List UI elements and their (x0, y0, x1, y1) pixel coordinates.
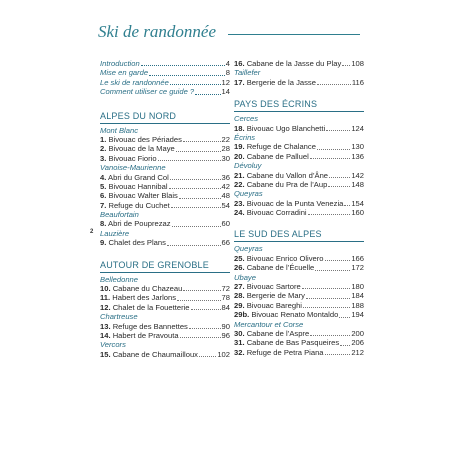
dot-leader (141, 65, 225, 66)
entry-title: Habert des Jarlons (112, 293, 177, 303)
dot-leader (315, 270, 350, 271)
entry-title: Chalet des Plans (108, 238, 166, 248)
toc-entry[interactable] (100, 154, 230, 163)
toc-entry[interactable] (234, 301, 364, 310)
entry-page-number: 8 (225, 68, 230, 78)
entry-number: 12. (100, 302, 111, 312)
toc-entry[interactable] (100, 284, 230, 293)
entry-title: Bivouac Renato Montaldo (251, 310, 339, 320)
entry-number: 22. (234, 179, 245, 189)
toc-entry[interactable] (100, 238, 230, 247)
entry-number: 24. (234, 208, 245, 218)
dot-leader (303, 307, 350, 308)
dot-leader (326, 130, 350, 131)
dot-leader (325, 354, 351, 355)
entry-page-number: 136 (351, 151, 364, 161)
toc-entry[interactable] (100, 182, 230, 191)
entry-page-number: 90 (221, 321, 230, 331)
entry-label (234, 59, 341, 68)
page-number: 2 (90, 229, 94, 235)
entry-title: Refuge des Bannettes (112, 321, 188, 331)
region-subheading: Ubaye (234, 272, 256, 282)
entry-label (234, 329, 309, 338)
entry-label (234, 282, 301, 291)
toc-entry[interactable] (234, 208, 364, 217)
dot-leader (329, 177, 350, 178)
entry-label (100, 68, 148, 77)
dot-leader (308, 214, 351, 215)
entry-page-number: 96 (221, 330, 230, 340)
section-heading: LE SUD DES ALPES (234, 229, 364, 242)
dot-leader (340, 345, 350, 346)
entry-page-number: 14 (221, 87, 230, 97)
dot-leader (149, 75, 225, 76)
toc-entry[interactable] (234, 263, 364, 272)
toc-entry[interactable] (234, 152, 364, 161)
toc-column-left (100, 59, 230, 359)
entry-title: Refuge du Cuchet (108, 200, 170, 210)
entry-page-number: 36 (221, 172, 230, 182)
dot-leader (325, 260, 351, 261)
dot-leader (339, 317, 350, 318)
entry-number: 11. (100, 293, 111, 303)
entry-number: 3. (100, 153, 107, 163)
entry-number: 21. (234, 170, 245, 180)
entry-number: 30. (234, 328, 245, 338)
entry-page-number: 124 (351, 123, 364, 133)
entry-title: Cabane de l’Écuelle (246, 263, 315, 273)
region-subheading: Chartreuse (100, 312, 138, 322)
entry-label (234, 180, 327, 189)
entry-label (234, 310, 338, 319)
entry-page-number: 84 (221, 302, 230, 312)
entry-title: Chalet de la Fouetterie (112, 302, 190, 312)
dot-leader (158, 160, 221, 161)
entry-number: 10. (100, 284, 111, 294)
entry-label (234, 263, 314, 272)
entry-number: 19. (234, 142, 245, 152)
toc-entry[interactable] (100, 303, 230, 312)
entry-title: Cabane de Palluel (246, 151, 309, 161)
entry-page-number: 116 (351, 77, 364, 87)
entry-page-number: 42 (221, 181, 230, 191)
toc-entry[interactable] (234, 254, 364, 263)
section-heading: PAYS DES ÉCRINS (234, 99, 364, 112)
region-subheading: Taillefer (234, 68, 261, 78)
entry-title: Bivouac Bareghi (246, 300, 302, 310)
entry-label (100, 144, 175, 153)
dot-leader (310, 158, 351, 159)
entry-title: Bivouac Sartore (246, 282, 301, 292)
toc-entry[interactable] (234, 329, 364, 338)
entry-title: Cabane de l’Aspre (246, 328, 310, 338)
dot-leader (306, 298, 350, 299)
entry-page-number: 12 (221, 77, 230, 87)
entry-number: 6. (100, 191, 107, 201)
dot-leader (317, 149, 350, 150)
toc-entry[interactable] (100, 201, 230, 210)
entry-label (100, 154, 157, 163)
entry-page-number: 30 (221, 153, 230, 163)
dot-leader (180, 337, 221, 338)
entry-label (234, 338, 339, 347)
entry-page-number: 28 (221, 144, 230, 154)
toc-entry[interactable] (100, 144, 230, 153)
toc-entry[interactable] (100, 135, 230, 144)
entry-label (100, 191, 178, 200)
dot-leader (302, 288, 351, 289)
toc-entry[interactable] (100, 191, 230, 200)
entry-title: Abri de Pouprezaz (108, 219, 171, 229)
entry-page-number: 180 (351, 282, 364, 292)
dot-leader (183, 141, 221, 142)
dot-leader (199, 356, 216, 357)
entry-label (234, 124, 325, 133)
entry-page-number: 78 (221, 293, 230, 303)
entry-label (100, 173, 169, 182)
entry-label (234, 348, 324, 357)
entry-label (234, 301, 302, 310)
entry-title: Cabane du Chazeau (112, 284, 183, 294)
region-subheading: Vercors (100, 340, 126, 350)
entry-label (100, 293, 176, 302)
entry-label (100, 331, 179, 340)
dot-leader (191, 309, 221, 310)
entry-number: 5. (100, 181, 107, 191)
region-subheading: Queyras (234, 189, 263, 199)
toc-entry[interactable] (100, 219, 230, 228)
entry-page-number: 72 (221, 284, 230, 294)
dot-leader (176, 151, 221, 152)
dot-leader (170, 84, 221, 85)
entry-number: 23. (234, 198, 245, 208)
entry-label (234, 291, 305, 300)
dot-leader (169, 188, 221, 189)
entry-title: Le ski de randonnée (100, 77, 169, 87)
entry-number: 18. (234, 123, 245, 133)
entry-title: Bivouac de la Maye (108, 144, 175, 154)
entry-title: Bivouac Fiorio (108, 153, 157, 163)
entry-label (234, 254, 324, 263)
entry-page-number: 206 (351, 338, 364, 348)
toc-entry[interactable] (234, 59, 364, 68)
entry-label (100, 284, 182, 293)
entry-label (100, 322, 188, 331)
entry-page-number: 130 (351, 142, 364, 152)
entry-title: Bergerie de la Jasse (246, 77, 316, 87)
entry-title: Bivouac de la Punta Venezia (246, 198, 344, 208)
toc-entry[interactable] (100, 173, 230, 182)
section-heading: AUTOUR DE GRENOBLE (100, 260, 230, 273)
dot-leader (342, 65, 350, 66)
toc-entry[interactable] (234, 282, 364, 291)
entry-title: Comment utiliser ce guide ? (100, 87, 195, 97)
entry-number: 28. (234, 291, 245, 301)
toc-entry[interactable] (100, 322, 230, 331)
dot-leader (167, 245, 221, 246)
entry-title: Cabane de Bas Pasqueires (246, 338, 340, 348)
toc-entry[interactable] (234, 199, 364, 208)
entry-number: 7. (100, 200, 107, 210)
toc-column-right (234, 59, 364, 357)
entry-number: 17. (234, 77, 245, 87)
entry-number: 31. (234, 338, 245, 348)
toc-entry[interactable] (234, 171, 364, 180)
entry-label (100, 238, 166, 247)
toc-entry[interactable] (234, 78, 364, 87)
entry-page-number: 22 (221, 134, 230, 144)
dot-leader (195, 94, 220, 95)
entry-number: 29. (234, 300, 245, 310)
entry-number: 15. (100, 349, 111, 359)
entry-page-number: 172 (351, 263, 364, 273)
entry-number: 26. (234, 263, 245, 273)
entry-title: Bivouac Hannibal (108, 181, 168, 191)
entry-page-number: 102 (217, 349, 230, 359)
toc-entry[interactable] (234, 348, 364, 357)
entry-number: 8. (100, 219, 107, 229)
entry-title: Cabane de la Jasse du Play (246, 59, 342, 68)
entry-title: Bergerie de Mary (246, 291, 305, 301)
toc-entry[interactable] (234, 124, 364, 133)
entry-number: 14. (100, 330, 111, 340)
entry-title: Introduction (100, 59, 140, 68)
entry-number: 32. (234, 347, 245, 357)
entry-title: Refuge de Petra Piana (246, 347, 324, 357)
entry-title: Mise en garde (100, 68, 149, 78)
region-subheading: Vanoise-Maurienne (100, 163, 166, 173)
entry-title: Bivouac Walter Blais (108, 191, 178, 201)
entry-title: Habert de Pravouta (112, 330, 179, 340)
dot-leader (179, 198, 221, 199)
entry-label (234, 171, 328, 180)
entry-title: Bivouac Ugo Blanchetti (246, 123, 326, 133)
entry-label (234, 142, 316, 151)
toc-entry[interactable] (234, 338, 364, 347)
entry-label (100, 135, 182, 144)
dot-leader (172, 226, 221, 227)
entry-title: Cabane du Vallon d’Âne (246, 170, 329, 180)
dot-leader (310, 335, 350, 336)
entry-page-number: 108 (351, 59, 364, 68)
entry-page-number: 184 (351, 291, 364, 301)
entry-page-number: 212 (351, 347, 364, 357)
entry-title: Cabane de Chaumailloux (112, 349, 198, 359)
toc-entry[interactable] (100, 331, 230, 340)
intro-entry[interactable] (100, 59, 230, 68)
toc-entry[interactable] (100, 350, 230, 359)
entry-page-number: 194 (351, 310, 364, 320)
entry-number: 2. (100, 144, 107, 154)
intro-entry[interactable] (100, 87, 230, 96)
page-title: Ski de randonnée (98, 22, 217, 41)
entry-label (100, 303, 190, 312)
entry-label (234, 78, 316, 87)
entry-number: 25. (234, 253, 245, 263)
entry-number: 16. (234, 59, 245, 68)
entry-number: 27. (234, 282, 245, 292)
dot-leader (183, 290, 220, 291)
entry-number: 13. (100, 321, 111, 331)
entry-page-number: 200 (351, 328, 364, 338)
entry-label (100, 182, 168, 191)
dot-leader (317, 84, 351, 85)
entry-title: Bivouac Corradini (246, 208, 307, 218)
region-subheading: Belledonne (100, 274, 139, 284)
entry-title: Cabane du Pra de l’Aup (246, 179, 328, 189)
entry-label (100, 59, 140, 68)
entry-title: Bivouac Enrico Olivero (246, 253, 324, 263)
dot-leader (189, 328, 221, 329)
toc-entry[interactable] (234, 180, 364, 189)
entry-label (100, 201, 170, 210)
region-subheading: Lauzière (100, 228, 130, 238)
dot-leader (177, 300, 221, 301)
intro-entry[interactable] (100, 68, 230, 77)
region-subheading: Mont Blanc (100, 125, 138, 135)
dot-leader (170, 179, 221, 180)
entry-page-number: 4 (225, 59, 230, 68)
entry-page-number: 48 (221, 191, 230, 201)
entry-page-number: 66 (221, 238, 230, 248)
entry-page-number: 188 (351, 300, 364, 310)
toc-entry[interactable] (234, 291, 364, 300)
entry-label (234, 208, 307, 217)
entry-number: 4. (100, 172, 107, 182)
dot-leader (344, 205, 350, 206)
entry-label (100, 87, 194, 96)
toc-entry[interactable] (234, 142, 364, 151)
entry-number: 9. (100, 238, 107, 248)
region-subheading: Dévoluy (234, 161, 262, 171)
entry-title: Bivouac des Périades (108, 134, 182, 144)
dot-leader (171, 207, 221, 208)
entry-title: Abri du Grand Col (108, 172, 169, 182)
entry-number: 20. (234, 151, 245, 161)
entry-label (100, 219, 171, 228)
entry-label (100, 350, 198, 359)
section-heading: ALPES DU NORD (100, 111, 230, 124)
title-rule (228, 34, 360, 35)
entry-page-number: 166 (351, 253, 364, 263)
region-subheading: Cerces (234, 114, 259, 124)
entry-page-number: 148 (351, 179, 364, 189)
entry-label (234, 152, 309, 161)
region-subheading: Queyras (234, 244, 263, 254)
entry-page-number: 160 (351, 208, 364, 218)
toc-entry[interactable] (100, 293, 230, 302)
region-subheading: Écrins (234, 132, 256, 142)
entry-page-number: 60 (221, 219, 230, 229)
entry-number: 1. (100, 134, 107, 144)
entry-label (100, 78, 169, 87)
toc-entry[interactable] (234, 310, 364, 319)
entry-page-number: 54 (221, 200, 230, 210)
entry-title: Refuge de Chalance (246, 142, 316, 152)
entry-number: 29b. (234, 310, 250, 320)
intro-entry[interactable] (100, 78, 230, 87)
region-subheading: Mercantour et Corse (234, 319, 304, 329)
entry-label (234, 199, 343, 208)
region-subheading: Beaufortain (100, 210, 139, 220)
entry-page-number: 142 (351, 170, 364, 180)
dot-leader (328, 186, 350, 187)
entry-page-number: 154 (351, 198, 364, 208)
